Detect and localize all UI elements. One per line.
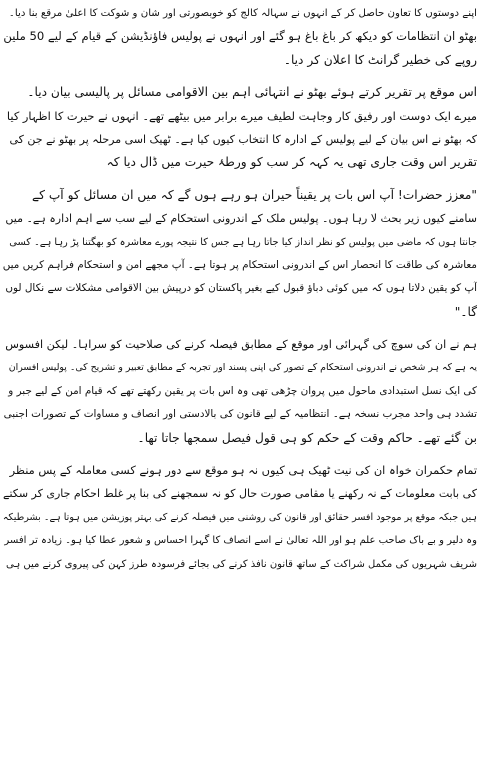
text-line: اپنے دوستوں کا تعاون حاصل کر کے انہوں نے سہالہ کالج کو خوبصورتی اور شان و شوکت کا اعلیٰ مرقع بنا دیا۔ (8, 8, 477, 19)
paragraph (3, 333, 477, 450)
text-line: اس موقع پر تقریر کرتے ہوئے بھٹو نے انتہائی اہم بین الاقوامی مسائل پر پالیسی بیان دیا۔ (27, 85, 477, 100)
text-line: وہ دلیر و بے باک صاحب علم ہو اور اللہ تعالیٰ نے اسے انصاف کا گہرا احساس و شعور عطا کیا ہو۔ زیادہ تر افسر (4, 535, 477, 547)
text-line: یہ ہے کہ ہر شخص نے اندرونی استحکام کے تصور کی اپنی پسند اور تجربہ کے مطابق تعبیر و تشریح کی۔ پولیس افسران (8, 362, 477, 374)
text-line: کہ بھٹو نے اس بیان کے لیے پولیس کے ادارہ کا انتخاب کیوں کیا ہے۔ ٹھیک اسی مرحلہ پر بھٹو نے جن کی (9, 132, 477, 146)
text-line: گا۔" (454, 304, 477, 319)
text-line: ہم نے ان کی سوچ کی گہرائی اور موقع کے مطابق فیصلہ کرنے کی صلاحیت کو سراہا۔ لیکن افسوس (5, 338, 477, 352)
text-line: تمام حکمران خواہ ان کی نیت ٹھیک ہی کیوں نہ ہو موقع سے دور ہونے کسی معاملہ کے پس منظر (9, 463, 477, 478)
text-line: روپے کی خطیر گرانٹ کا اعلان کر دیا۔ (283, 52, 477, 67)
text-line: ہیں جبکہ موقع پر موجود افسر حقائق اور قانون کی روشنی میں فیصلہ کرنے کی بہتر پوزیشن میں ہوتا ہے۔ بشرطیکہ (3, 511, 477, 523)
text-line: کی ایک نسل استبدادی ماحول میں پروان چڑھی تھی وہ اس بات پر یقین رکھتے تھے کہ قیام امن کے لیے جبر و (8, 384, 477, 397)
text-line: جانتا ہوں کہ ماضی میں پولیس کو نظر انداز کیا جاتا رہا ہے جس کا نتیجہ پورے معاشرہ کو بھگتنا پڑ رہا ہے۔ کسی (9, 236, 477, 248)
paragraph-spacer (3, 324, 477, 333)
paragraph (3, 81, 477, 175)
text-line: "معزز حضرات! آپ اس بات پر یقیناً حیران ہو رہے ہوں گے کہ میں ان مسائل کو آپ کے (32, 187, 477, 202)
text-line: آپ کو یقین دلاتا ہوں کہ میں کوئی دباؤ قبول کیے بغیر پاکستان کو درپیش بین الاقوامی مشکلات سے نکال لوں (5, 282, 477, 295)
text-line: معاشرہ کی طاقت کا انحصار اس کے اندرونی استحکام پر ہوتا ہے۔ آپ مجھے امن و استحکام فراہم کریں میں (3, 258, 477, 271)
paragraph-spacer (3, 450, 477, 459)
text-line: کی بابت معلومات کے نہ رکھنے یا مقامی صورت حال کو نہ سمجھنے کی بنا پر غلط احکام جاری کر سکتے (3, 487, 477, 501)
text-line: بن گئے تھے۔ حاکم وقت کے حکم کو ہی قول فیصل سمجھا جاتا تھا۔ (137, 430, 477, 445)
paragraph-spacer (3, 72, 477, 81)
paragraph (3, 2, 477, 72)
text-line: بھٹو ان انتظامات کو دیکھ کر باغ باغ ہو گئے اور انہوں نے پولیس فاؤنڈیشن کے قیام کے لیے 50 ملین (3, 29, 477, 44)
text-line: سامنے کیوں زیر بحث لا رہا ہوں۔ پولیس ملک کے اندرونی استحکام کے لیے سب سے اہم ادارہ ہے۔ میں (5, 212, 477, 226)
text-line: شریف شہریوں کی مکمل شراکت کے ساتھ قانون نافذ کرنے کی بجائے فرسودہ طرز کہن کی پیروی کرنے میں ہی (6, 558, 477, 570)
text-line: تقریر اس وقت جاری تھی یہ کہہ کر سب کو ورطۂ حیرت میں ڈال دیا کہ (106, 155, 477, 170)
quote-paragraph (3, 184, 477, 324)
paragraph (3, 459, 477, 576)
text-line: میرے ایک دوست اور رفیق کار وجاہت لطیف میرے برابر میں بیٹھے تھے۔ انہوں نے حیرت کا اظہار کیا (6, 108, 477, 123)
paragraph-spacer (3, 175, 477, 184)
text-line: تشدد ہی واحد مجرب نسخہ ہے۔ انتظامیہ کے لیے قانون کی بالادستی اور انصاف و مساوات کے تصورات اجنبی (3, 408, 477, 421)
